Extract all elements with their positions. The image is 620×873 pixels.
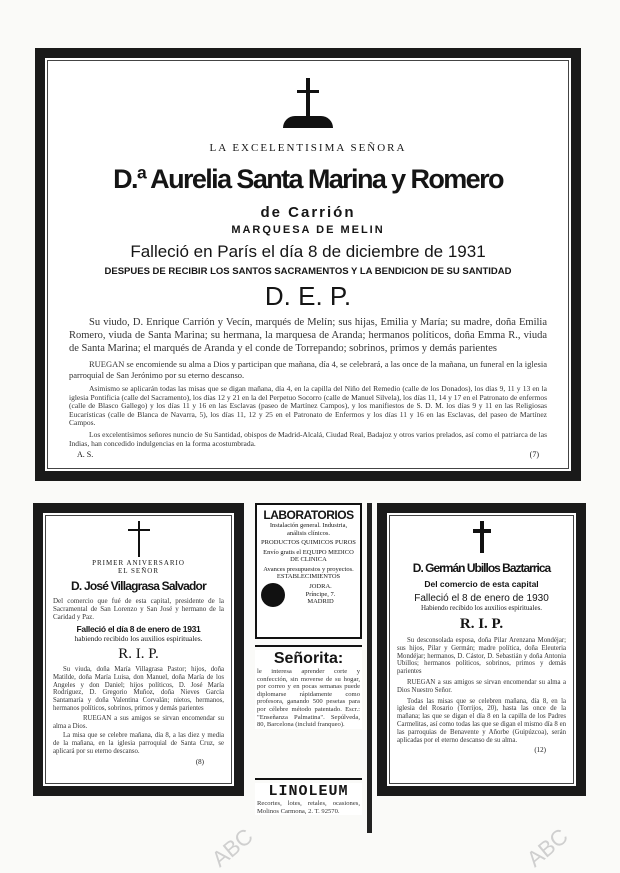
dep: D. E. P.	[264, 281, 352, 311]
paragraph: Su desconsolada esposa, doña Pilar Arenzana Mondéjar; sus hijos, Pilar y Germán; madre política, doña Eleuteria Mondéjar; hermanos, D. Cástor, D. Sebastián y doña Antonia Ubillos; hermanos políticos, sobrinos, primos y demás parientes	[397, 637, 566, 676]
watermark: ABC	[206, 823, 258, 872]
ad-address: JODRA. Príncipe, 7. MADRID	[305, 583, 336, 606]
ad-text: Avances presupuestos y proyectos. ESTABLECIMIENTOS	[263, 565, 354, 580]
ad-text: Instalación general. Industria, análisis clínicos.	[269, 522, 348, 537]
intro: EL SEÑOR	[118, 567, 159, 575]
death-notice: Falleció en París el día 8 de diciembre de 1931	[130, 242, 486, 261]
death-notice: Falleció el 8 de enero de 1930	[414, 593, 549, 604]
ad-title: LABORATORIOS	[263, 508, 354, 522]
description: Del comercio que fué de esta capital, presidente de la Sacramental de San Lorenzo y San José y hermano de la Caridad y Paz.	[53, 597, 224, 621]
ad-text: Envío gratis el EQUIPO MEDICO DE CLINICA	[263, 548, 354, 563]
watermark: ABC	[521, 823, 573, 872]
ad-title: Señorita:	[273, 650, 344, 667]
main-obituary	[35, 48, 581, 481]
sacraments: DESPUES DE RECIBIR LOS SANTOS SACRAMENTOS Y LA BENDICION DE SU SANTIDAD	[104, 266, 512, 277]
rip: R. I. P.	[118, 646, 159, 662]
subname: de Carrión	[260, 204, 356, 221]
sacraments: Habiendo recibido los auxilios espirituales.	[420, 604, 543, 612]
paragraph: Su viuda, doña María Villagrasa Pastor; hijos, doña Matilde, doña María Luisa, don Manuel, doña María de los Angeles y don Daniel; hijos políticos, D. José María Rodríguez, D. Gregorio Muñoz, doña Nieves García Santamaría y doña Valentina Corvalán; nietos, hermanos, hermanos políticos, sobrinos, primos y demás parientes	[53, 666, 224, 712]
signature: A. S.	[77, 450, 94, 460]
deceased-name: D.ª Aurelia Santa Marina y Romero	[113, 164, 503, 194]
deceased-name: D. José Villagrasa Salvador	[71, 579, 206, 593]
cross-icon	[473, 521, 491, 553]
paragraph: RUEGAN a sus amigos se sirvan encomendar su alma a Dios.	[53, 714, 224, 730]
paragraph: Todas las misas que se celebren mañana, día 8, en la iglesia del Rosario (Torrijos, 20), hasta las once de la mañana; las que se digan el día 8 en la capilla de los Padres Carmelitas, así como todas las que se digan el mismo día 8 en las parroquias de Benavente y Añorbe (Guipúzcoa), serán aplicadas por el eterno descanso de su alma.	[397, 697, 566, 744]
title: MARQUESA DE MELIN	[231, 224, 385, 236]
right-obituary	[377, 503, 586, 796]
paragraph: RUEGAN a sus amigos se sirvan encomendar su alma a Dios Nuestro Señor.	[397, 678, 566, 694]
death-notice: Falleció el día 8 de enero de 1931	[76, 624, 201, 634]
paragraph: La misa que se celebre mañana, día 8, a las diez y media de la mañana, en la iglesia parroquial de Santa Cruz, se aplicará por su eterno descanso.	[53, 732, 224, 755]
ad-text: Recortes, lotes, retales, ocasiones, Molinos Carmona, 2. T. 92570.	[257, 800, 360, 815]
reference: (12)	[534, 746, 546, 755]
paragraph: Su viudo, D. Enrique Carrión y Vecín, marqués de Melín; sus hijas, Emilia y María; su madre, doña Emilia Romero, viuda de Santa Marina; su hermana, la marquesa de Aranda; hermanos políticos, doña Emma R., viuda de Santa Marina; el marqués de Aranda y el conde de Torrepando; sobrinos, primos y demás parientes	[69, 317, 547, 354]
sacraments: habiendo recibido los auxilios espirituales.	[74, 634, 203, 643]
laboratorios-ad	[255, 503, 362, 639]
ad-title: LINOLEUM	[268, 783, 349, 800]
deceased-name: D. Germán Ubillos Baztarrica	[412, 561, 551, 575]
linoleum-ad	[255, 783, 362, 815]
paragraph: Los excelentísimos señores nuncio de Su Santidad, obispos de Madrid-Alcalá, Ciudad Real, Badajoz y otros varios prelados, así como el patriarca de las Indias, han concedido indulgencias en la forma acostumbrada.	[69, 429, 547, 448]
senorita-ad	[255, 650, 362, 729]
left-obituary	[33, 503, 244, 796]
logo-icon	[261, 583, 285, 607]
reference: (8)	[195, 757, 204, 766]
reference: (7)	[529, 450, 539, 460]
cross-icon	[297, 78, 319, 128]
ad-text: le interesa aprender corte y confección, sin moverse de su hogar, por correo y en pocas semanas puede diplomarse rápidamente como profesora, ganando 500 pesetas para por célebre método patentado. Escr.: "Enseñanza Palmatina". Sepúlveda, 80, Barcelona (incluid franqueo).	[257, 668, 360, 729]
intro: LA EXCELENTISIMA SEÑORA	[209, 142, 407, 154]
paragraph: Asimismo se aplicarán todas las misas que se digan mañana, día 4, en la capilla del Niño del Remedio (calle de los Donados), los días 9, 11 y 13 en la iglesia Pontificia (calle del Sacramento), los días 12 y 21 en la del Perpetuo Socorro (calle de Manuel Silvela), los días 11, 14 y 17 en el Patronato de enfermos (calle de Blasco Gallego) y los días 11 y 16 en las Esclavas (paseo de Martínez Campos), y los manifiestos de S. D. M. los días 9 y 11 en las Religiosas Eucarísticas (calle de Blanca de Navarra, 5), los días 11, 12 y 25 en el Patronato de Enfermos y los días 11 y 16 en las Esclavas, del paseo de Martínez Campos.	[69, 384, 547, 428]
intro: PRIMER ANIVERSARIO	[92, 559, 185, 567]
rip: R. I. P.	[459, 616, 504, 632]
ad-text: PRODUCTOS QUIMICOS PUROS	[261, 539, 356, 546]
cross-icon	[128, 521, 150, 557]
description: Del comercio de esta capital	[424, 579, 539, 589]
paragraph: RUEGAN se encomiende su alma a Dios y participan que mañana, día 4, se celebrará, a las once de la mañana, un funeral en la iglesia parroquial de San Jerónimo por su eterno descanso.	[69, 359, 547, 380]
